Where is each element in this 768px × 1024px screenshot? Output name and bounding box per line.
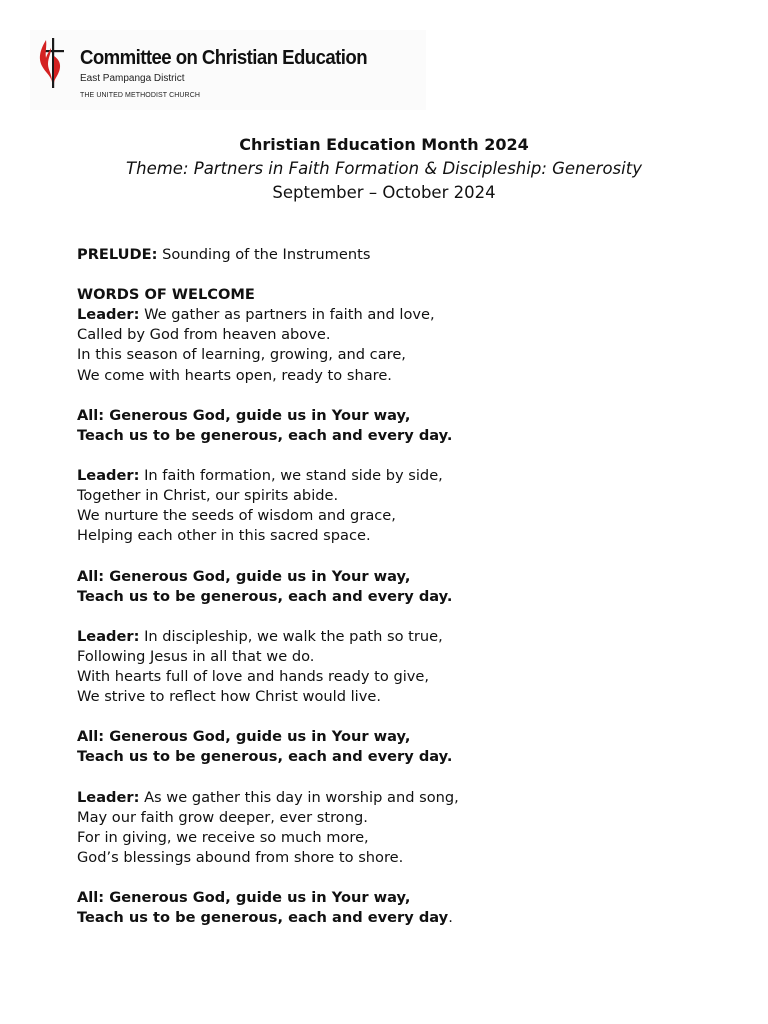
stanza-line: With hearts full of love and hands ready to give,	[77, 667, 430, 685]
stanza-line: In this season of learning, growing, and care,	[77, 346, 406, 364]
leader-label: Leader:	[77, 627, 140, 645]
stanza-line: We nurture the seeds of wisdom and grace,	[77, 507, 396, 525]
response-line: All: Generous God, guide us in Your way,	[77, 406, 411, 424]
response-line: Teach us to be generous, each and every day.	[77, 587, 453, 605]
response-trailing-period: .	[448, 909, 453, 927]
stanza-line: We come with hearts open, ready to share.	[77, 366, 392, 384]
theme-line: Theme: Partners in Faith Formation & Discipleship: Generosity	[126, 159, 642, 178]
leader-stanza	[77, 305, 737, 385]
stanza-line: As we gather this day in worship and song,	[139, 788, 459, 806]
prelude-line	[77, 245, 737, 265]
liturgy-body	[77, 245, 737, 948]
congregation-response	[77, 567, 737, 607]
congregation-response	[77, 888, 737, 928]
date-range: September – October 2024	[272, 183, 496, 202]
stanza-line: God’s blessings abound from shore to shore.	[77, 848, 404, 866]
stanza-line: May our faith grow deeper, ever strong.	[77, 808, 368, 826]
response-line: Teach us to be generous, each and every day	[77, 909, 449, 927]
district-name: East Pampanga District	[80, 73, 185, 84]
prelude-label: PRELUDE:	[77, 246, 158, 263]
stanza-line: We gather as partners in faith and love,	[139, 306, 435, 324]
stanza-line: Following Jesus in all that we do.	[77, 647, 315, 665]
stanza-line: Together in Christ, our spirits abide.	[77, 487, 339, 505]
leader-label: Leader:	[77, 306, 140, 324]
section-heading: WORDS OF WELCOME	[77, 286, 255, 304]
stanza-line: For in giving, we receive so much more,	[77, 828, 369, 846]
leader-stanza	[77, 466, 737, 546]
response-line: All: Generous God, guide us in Your way,	[77, 567, 411, 585]
leader-label: Leader:	[77, 788, 140, 806]
response-line: Teach us to be generous, each and every day.	[77, 748, 453, 766]
congregation-response	[77, 727, 737, 767]
stanza-line: Called by God from heaven above.	[77, 326, 331, 344]
stanza-line: Helping each other in this sacred space.	[77, 527, 371, 545]
stanza-line: We strive to reflect how Christ would live.	[77, 688, 381, 706]
logo-block	[30, 30, 426, 110]
welcome-section	[77, 285, 737, 385]
leader-label: Leader:	[77, 467, 140, 485]
stanza-line: In faith formation, we stand side by side,	[139, 467, 443, 485]
document-title: Christian Education Month 2024	[239, 135, 529, 154]
leader-stanza	[77, 788, 737, 868]
response-line: Teach us to be generous, each and every day.	[77, 426, 453, 444]
response-line: All: Generous God, guide us in Your way,	[77, 889, 411, 906]
document-header	[0, 133, 768, 205]
leader-stanza	[77, 627, 737, 707]
prelude-text: Sounding of the Instruments	[157, 246, 371, 263]
cross-and-flame-icon	[36, 36, 66, 90]
response-line: All: Generous God, guide us in Your way,	[77, 728, 411, 746]
congregation-response	[77, 406, 737, 446]
church-name: THE UNITED METHODIST CHURCH	[80, 92, 201, 99]
stanza-line: In discipleship, we walk the path so true,	[139, 627, 443, 645]
organization-name: Committee on Christian Education	[80, 47, 368, 69]
